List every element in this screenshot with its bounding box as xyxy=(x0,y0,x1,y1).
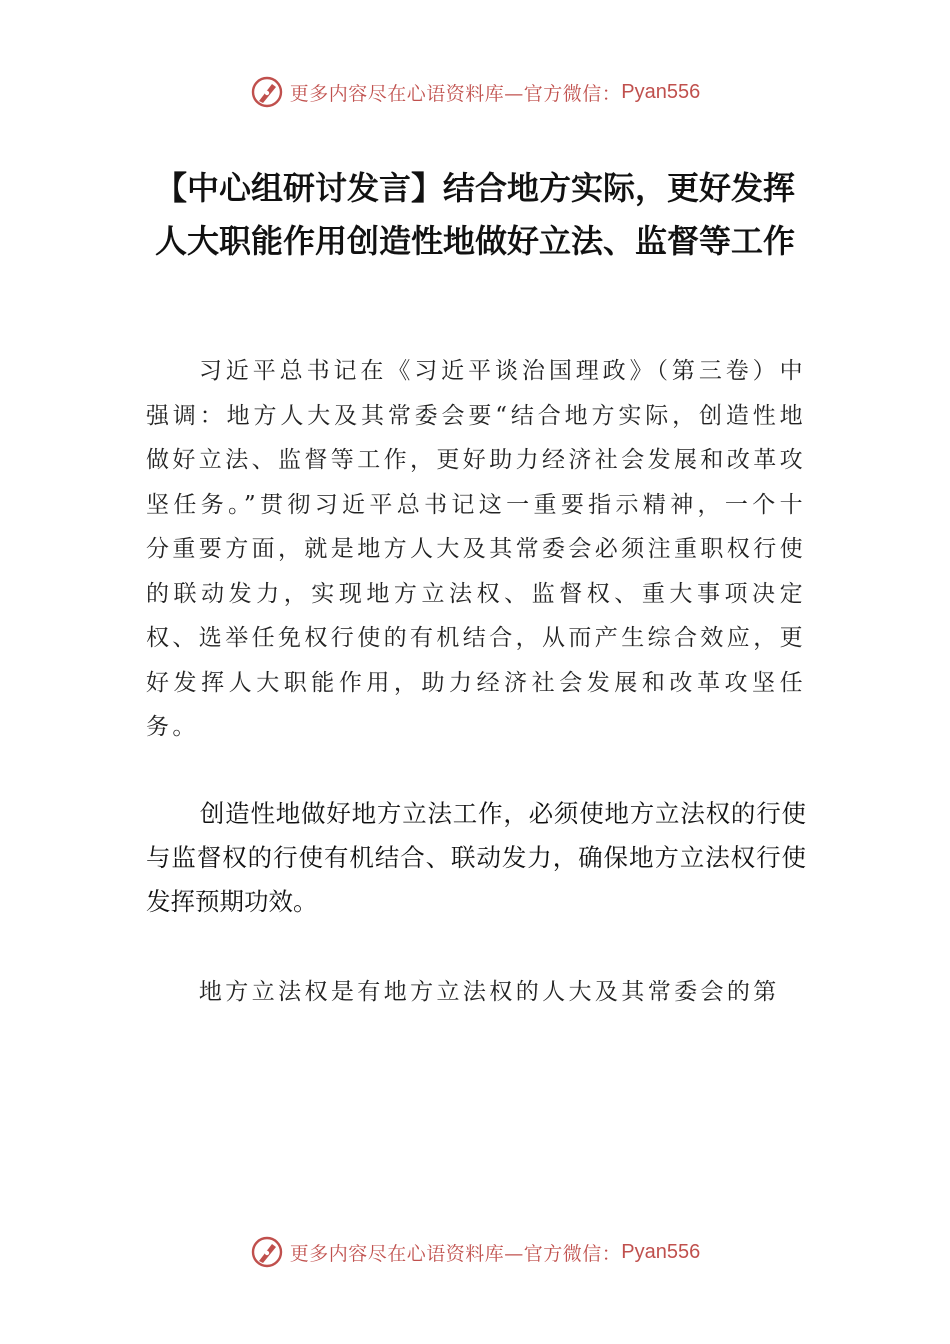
page-footer-watermark xyxy=(0,1232,950,1272)
paragraph-text: 创造性地做好地方立法工作，必须使地方立法权的行使与监督权的行使有机结合、联动发力，确保地方立法权行使发挥预期功效。 xyxy=(146,799,806,916)
watermark-text-en: Pyan556 xyxy=(621,1240,701,1263)
paragraph-text: 习近平总书记在《习近平谈治国理政》（第三卷）中强调：地方人大及其常委会要“结合地方实际，创造性地做好立法、监督等工作，更好助力经济社会发展和改革攻坚任务。”贯彻习近平总书记这一重要指示精神，一个十分重要方面，就是地方人大及其常委会必须注重职权行使的联动发力，实现地方立法权、监督权、重大事项决定权、选举任免权行使的有机结合，从而产生综合效应，更好发挥人大职能作用，助力经济社会发展和改革攻坚任务。 xyxy=(146,358,806,740)
paragraph-text: 地方立法权是有地方立法权的人大及其常委会的第 xyxy=(198,979,780,1005)
pen-nib-logo-icon xyxy=(250,75,284,109)
watermark-text-cn: 更多内容尽在心语资料库—官方微信： xyxy=(289,82,622,105)
watermark-text-en: Pyan556 xyxy=(621,80,701,103)
body-paragraph-2 xyxy=(146,792,806,924)
page-header-watermark xyxy=(0,72,950,112)
body-paragraph-1 xyxy=(146,349,806,750)
body-paragraph-3 xyxy=(146,970,806,1015)
pen-nib-logo-icon xyxy=(250,1235,284,1269)
document-title: 【中心组研讨发言】结合地方实际，更好发挥人大职能作用创造性地做好立法、监督等工作 xyxy=(154,169,795,260)
watermark-text-cn: 更多内容尽在心语资料库—官方微信： xyxy=(289,1242,622,1265)
